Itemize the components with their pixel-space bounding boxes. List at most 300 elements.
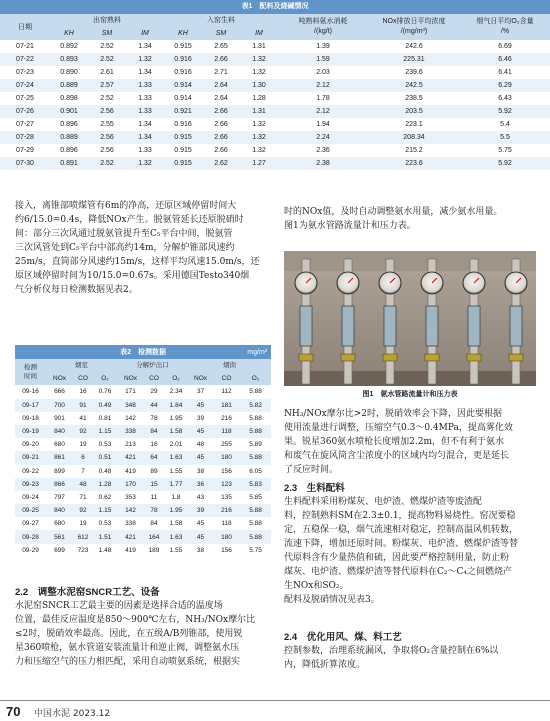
table-cell: 07-21 [0,40,50,53]
table-cell: 1.28 [93,478,117,491]
table-cell: 216 [213,412,240,425]
table-row [0,79,550,92]
table-cell: 419 [117,465,144,478]
table-cell: 5.92 [460,105,550,118]
table-cell: 1.8 [164,491,188,504]
table-cell: 44 [144,399,164,412]
table-cell: 899 [46,465,73,478]
table-cell: 1.58 [164,517,188,530]
text-line: ≤2时，脱硝效率最高。因此，在五级A/B列锥部，使用锐 [15,629,243,639]
table-cell: 112 [213,385,240,398]
table-row [0,53,550,66]
table-cell: 2.56 [88,131,126,144]
table-cell: 5.92 [460,157,550,170]
table-cell: 1.32 [240,53,278,66]
table-cell: 45 [188,451,213,464]
table-cell: 180 [213,451,240,464]
table-cell: 2.57 [88,79,126,92]
sub-header-cell: NOx [117,372,144,385]
table-row [15,517,271,530]
table-cell: 1.84 [164,399,188,412]
table-cell: 135 [213,491,240,504]
text-line: 位置，最佳反应温度是850～900℃左右，NH₃/NOx摩尔比 [15,615,256,625]
table-row [15,465,271,478]
table-cell: 45 [188,425,213,438]
table-cell: 5.89 [240,438,271,451]
table-cell: 5.88 [240,451,271,464]
table-cell: 6.46 [460,53,550,66]
table-cell: 5.88 [240,425,271,438]
table-cell: 0.915 [164,157,202,170]
group-stack-header: 烟囱 [188,359,271,372]
table-cell: 2.66 [202,118,240,131]
table-cell: 2.64 [202,79,240,92]
table-cell: 41 [73,412,93,425]
table-cell: 1.51 [93,530,117,543]
table-cell: 0.76 [93,385,117,398]
table-cell: 118 [213,425,240,438]
sub-header-cell: SM [202,27,240,40]
table-cell: 0.81 [93,412,117,425]
table-cell: 2.65 [202,40,240,53]
sub-header-cell: O₂ [240,372,271,385]
table-row [0,118,550,131]
table-cell: 1.63 [164,530,188,543]
table-cell: 2.66 [202,144,240,157]
table-row [15,504,271,517]
table-cell: 0.51 [93,451,117,464]
table-cell: 09-28 [15,530,46,543]
section-2-4-heading: 2.4 优化用风、煤、料工艺 [284,632,402,643]
page-number: 70 [6,704,21,719]
table-cell: 0.889 [50,131,88,144]
text-line: 流速下降，增加还原时间。粉煤灰、电炉渣、燃煤炉渣等替 [284,539,519,549]
table-cell: 0.49 [93,399,117,412]
table-cell: 09-17 [15,399,46,412]
table-cell: 0.914 [164,92,202,105]
table-cell: 0.890 [50,66,88,79]
table-cell: 37 [188,385,213,398]
table-row [15,385,271,398]
table-cell: 45 [188,530,213,543]
table-cell: 78 [144,412,164,425]
table-cell: 213 [117,438,144,451]
table-row [15,412,271,425]
table-cell: 223.6 [368,157,460,170]
sub-header-cell: IM [126,27,164,40]
table-cell: 0.53 [93,517,117,530]
table-cell: 16 [144,438,164,451]
table-cell: 38 [188,465,213,478]
text-line: 星360喷枪，氨水管道安装流量计和逆止阀，调整氨水压 [15,643,240,653]
table-cell: 353 [117,491,144,504]
figure-1-caption: 图1 氨水管路流量计和压力表 [362,391,458,398]
table-cell: 5.75 [460,144,550,157]
table-cell: 797 [46,491,73,504]
section-2-2-text [15,599,277,669]
table-cell: 238.5 [368,92,460,105]
table-row [15,530,271,543]
table-cell: 1.55 [164,544,188,557]
text-line: 间：部分三次风通过脱氨管提升至C₅平台中间，脱氨管 [15,229,233,239]
table-cell: 71 [73,491,93,504]
table-cell: 92 [73,504,93,517]
table-cell: 92 [73,425,93,438]
table-row [15,544,271,557]
table-cell: 1.32 [240,118,278,131]
table-cell: 45 [188,399,213,412]
table-cell: 1.77 [164,478,188,491]
table-cell: 1.30 [240,79,278,92]
table-cell: 5.4 [460,118,550,131]
text-line: 水泥窑SNCR工艺最主要的因素是选择合适的温度场 [15,601,223,611]
table-cell: 612 [73,530,93,543]
section-2-3-heading: 2.3 生料配料 [284,483,345,494]
text-line: 原区域停留时间为10/15.0=0.67s。采用德国Testo340烟 [15,271,250,281]
table-cell: 2.66 [202,105,240,118]
table-cell: 2.52 [88,53,126,66]
table-cell: 43 [188,491,213,504]
text-line: 生NOx和SO₂。 [284,581,349,591]
sub-header-cell: O₂ [93,372,117,385]
table-cell: 2.71 [202,66,240,79]
text-line: NH₃/NOx摩尔比>2时，脱硝效率会下降，因此要根据 [284,409,502,419]
table-cell: 215.2 [368,144,460,157]
table-cell: 1.34 [126,40,164,53]
table-cell: 1.78 [278,92,368,105]
table-cell: 84 [144,517,164,530]
table-cell: 36 [188,478,213,491]
table-cell: 203.5 [368,105,460,118]
table-cell: 07-22 [0,53,50,66]
text-line: 代原料含有少量热值和硫，因此要严格控制用量，防止粉 [284,553,510,563]
table-cell: 0.893 [50,53,88,66]
table-cell: 2.66 [202,53,240,66]
table-cell: 39 [188,412,213,425]
table-cell: 666 [46,385,73,398]
right-paragraph-mid [284,407,539,477]
table-cell: 09-18 [15,412,46,425]
text-line: 内，降低折算浓度。 [284,660,366,670]
table-cell: 5.85 [240,491,271,504]
table-1 [0,0,550,170]
text-line: 配料及脱硝情况见表3。 [284,595,380,605]
table-cell: 1.31 [240,105,278,118]
table-cell: 07-24 [0,79,50,92]
table-cell: 5.82 [240,399,271,412]
table-cell: 419 [117,544,144,557]
table-cell: 5.88 [240,385,271,398]
table-cell: 0.915 [164,131,202,144]
sub-header-cell: IM [240,27,278,40]
table-cell: 0.915 [164,40,202,53]
table-cell: 2.52 [88,40,126,53]
table-cell: 840 [46,504,73,517]
table-cell: 2.56 [88,144,126,157]
table-cell: 89 [144,465,164,478]
table-cell: 09-27 [15,517,46,530]
table-row [0,40,550,53]
table-cell: 6 [73,451,93,464]
table-cell: 7 [73,465,93,478]
table-cell: 2.62 [202,157,240,170]
table-cell: 142 [117,412,144,425]
table-cell: 0.53 [93,438,117,451]
table-cell: 142 [117,504,144,517]
table-cell: 1.58 [164,425,188,438]
table-cell: 0.915 [164,144,202,157]
table-cell: 2.01 [164,438,188,451]
table-cell: 1.33 [126,144,164,157]
table-cell: 156 [213,465,240,478]
table-cell: 2.36 [278,144,368,157]
table-cell: 5.88 [240,412,271,425]
table-cell: 164 [144,530,164,543]
table-cell: 91 [73,399,93,412]
table-cell: 255 [213,438,240,451]
table-cell: 5.5 [460,131,550,144]
table-cell: 1.94 [278,118,368,131]
table-cell: 09-20 [15,438,46,451]
table-row [15,491,271,504]
table-cell: 0.896 [50,118,88,131]
table-cell: 242.6 [368,40,460,53]
table-cell: 421 [117,530,144,543]
sub-header-cell: O₂ [164,372,188,385]
table-row [0,157,550,170]
table-cell: 561 [46,530,73,543]
table-cell: 5.88 [240,504,271,517]
table-cell: 156 [213,544,240,557]
table-cell: 1.34 [126,131,164,144]
text-line: 控制参数，治理系统漏风，争取将O₂含量控制在6%以 [284,646,499,656]
table-cell: 09-23 [15,478,46,491]
table-cell: 118 [213,517,240,530]
table-cell: 1.39 [278,40,368,53]
text-line: 了反应时间。 [284,465,339,475]
table-cell: 1.33 [126,92,164,105]
table-cell: 0.898 [50,92,88,105]
table-cell: 680 [46,517,73,530]
text-line: 气分析仪每日检测数据见表2。 [15,285,138,295]
group-outlet-header: 分解炉出口 [117,359,188,372]
group-chimney-header: 烟室 [46,359,117,372]
section-2-4-text [284,644,539,672]
table-cell: 2.52 [88,157,126,170]
table-row [0,131,550,144]
table-cell: 1.33 [126,79,164,92]
table-cell: 1.55 [164,465,188,478]
sub-header-cell: NOx [46,372,73,385]
table-cell: 11 [144,491,164,504]
table-cell: 1.27 [240,157,278,170]
table-cell: 5.88 [240,517,271,530]
table-cell: 1.95 [164,504,188,517]
table-cell: 2.61 [88,66,126,79]
table-cell: 0.896 [50,144,88,157]
table-cell: 5.75 [240,544,271,557]
sub-header-cell: KH [50,27,88,40]
table-cell: 0.901 [50,105,88,118]
table-cell: 0.891 [50,157,88,170]
right-paragraph-top [284,205,539,233]
text-line: 时的NOx值，及时自动调整氨水用量，减少氨水用量。 [284,207,503,217]
table-cell: 0.892 [50,40,88,53]
text-line: 接入，离锥部喷煤管有6m的净高，还原区域停留时间大 [15,201,237,211]
table-cell: 1.48 [93,544,117,557]
sub-header-cell: SM [88,27,126,40]
col-o2-header: 烟气日平均O₂含量 /% [460,14,550,40]
table-cell: 2.24 [278,131,368,144]
table-cell: 225.31 [368,53,460,66]
group-rawmeal-header: 入窑生料 [164,14,278,27]
table-cell: 07-29 [0,144,50,157]
table-cell: 48 [73,478,93,491]
sub-header-cell: CO [73,372,93,385]
table-cell: 1.32 [240,131,278,144]
table-cell: 0.914 [164,79,202,92]
table-cell: 19 [73,438,93,451]
left-paragraph-1 [15,199,275,297]
table-cell: 1.15 [93,425,117,438]
table-cell: 1.34 [126,118,164,131]
table-cell: 1.32 [126,157,164,170]
section-2-2-heading: 2.2 调整水泥窑SNCR工艺、设备 [15,587,160,598]
table-row [0,66,550,79]
table-cell: 189 [144,544,164,557]
text-line: 料，控制熟料SM在2.3±0.1，提高物料易烧性。窑况要稳 [284,511,516,521]
table-cell: 1.32 [240,66,278,79]
table-cell: 5.88 [240,530,271,543]
text-line: 果。锐星360氨水喷枪长度增加2.2m，但不有利于氨水 [284,437,505,447]
table-cell: 5.83 [240,478,271,491]
table-cell: 07-23 [0,66,50,79]
table-cell: 09-16 [15,385,46,398]
table-cell: 421 [117,451,144,464]
table-cell: 2.38 [278,157,368,170]
footer-divider [0,700,550,701]
table-1-caption: 表1 配料及烧碱情况 [0,0,550,14]
table-cell: 866 [46,478,73,491]
table-2-caption-row [15,345,271,359]
journal-name: 中国水泥 2023.12 [34,709,111,719]
table-2-unit: mg/m³ [247,348,268,356]
table-cell: 208.34 [368,131,460,144]
table-cell: 09-19 [15,425,46,438]
table-cell: 2.12 [278,105,368,118]
table-cell: 699 [46,544,73,557]
table-row [0,92,550,105]
table-cell: 07-27 [0,118,50,131]
table-cell: 16 [73,385,93,398]
table-cell: 07-25 [0,92,50,105]
table-cell: 1.33 [126,105,164,118]
table-cell: 1.31 [240,40,278,53]
table-cell: 2.34 [164,385,188,398]
table-cell: 2.55 [88,118,126,131]
table-cell: 09-22 [15,465,46,478]
table-cell: 78 [144,504,164,517]
table-cell: 2.03 [278,66,368,79]
text-line: 约6/15.0=0.4s，降低NOx产生。脱氨管延长还原脱硝时 [15,215,244,225]
text-line: 和废气在旋风筒含尘浓度小的区域内均匀混合，更是延长 [284,451,510,461]
table-cell: 1.15 [93,504,117,517]
table-cell: 861 [46,451,73,464]
table-cell: 39 [188,504,213,517]
table-cell: 48 [188,438,213,451]
table-row [15,478,271,491]
table-cell: 216 [213,504,240,517]
table-cell: 45 [188,517,213,530]
table-cell: 64 [144,451,164,464]
table-cell: 840 [46,425,73,438]
table-cell: 15 [144,478,164,491]
table-2 [15,345,271,557]
text-line: 生料配料采用粉煤灰、电炉渣、燃煤炉渣等废渣配 [284,497,483,507]
table-cell: 239.6 [368,66,460,79]
col-date-header: 日期 [0,14,50,40]
table-cell: 0.48 [93,465,117,478]
text-line: 25m/s，直筒部分风速约15m/s，这样平均风速15.0m/s，还 [15,257,260,267]
sub-header-cell: KH [164,27,202,40]
table-cell: 0.916 [164,118,202,131]
table-cell: 680 [46,438,73,451]
table-cell: 1.28 [240,92,278,105]
table-2-caption: 表2 检测数据 [120,348,167,356]
text-line: 使用流量进行调整，压缩空气0.3～0.4MPa，提高雾化效 [284,423,513,433]
table-cell: 1.32 [240,144,278,157]
section-2-3-text [284,495,539,607]
table-cell: 84 [144,425,164,438]
flowmeter-photo [284,251,536,386]
col-time-header: 检测 时间 [15,359,46,385]
table-cell: 38 [188,544,213,557]
table-row [15,438,271,451]
table-row [0,144,550,157]
table-cell: 6.43 [460,92,550,105]
table-row [15,399,271,412]
table-cell: 242.5 [368,79,460,92]
col-ammonia-header: 吨熟料氨水消耗 /(kg/t) [278,14,368,40]
table-cell: 1.34 [126,66,164,79]
table-cell: 348 [117,399,144,412]
table-row [0,105,550,118]
table-cell: 09-29 [15,544,46,557]
table-cell: 09-25 [15,504,46,517]
table-cell: 1.59 [278,53,368,66]
table-cell: 723 [73,544,93,557]
table-cell: 2.12 [278,79,368,92]
table-cell: 07-30 [0,157,50,170]
sub-header-cell: NOx [188,372,213,385]
table-cell: 1.32 [126,53,164,66]
table-cell: 123 [213,478,240,491]
table-cell: 2.52 [88,92,126,105]
text-line: 三次风管处到C₅平台中部高约14m，分解炉锥部风速约 [15,243,235,253]
table-cell: 0.916 [164,66,202,79]
table-cell: 6.69 [460,40,550,53]
text-line: 定，五稳保一稳，烟气流速相对稳定，控制高温风机转数， [284,525,519,535]
table-cell: 29 [144,385,164,398]
table-cell: 07-26 [0,105,50,118]
table-cell: 0.62 [93,491,117,504]
sub-header-cell: CO [213,372,240,385]
table-cell: 1.63 [164,451,188,464]
table-row [15,425,271,438]
table-cell: 700 [46,399,73,412]
table-cell: 171 [117,385,144,398]
table-cell: 0.889 [50,79,88,92]
